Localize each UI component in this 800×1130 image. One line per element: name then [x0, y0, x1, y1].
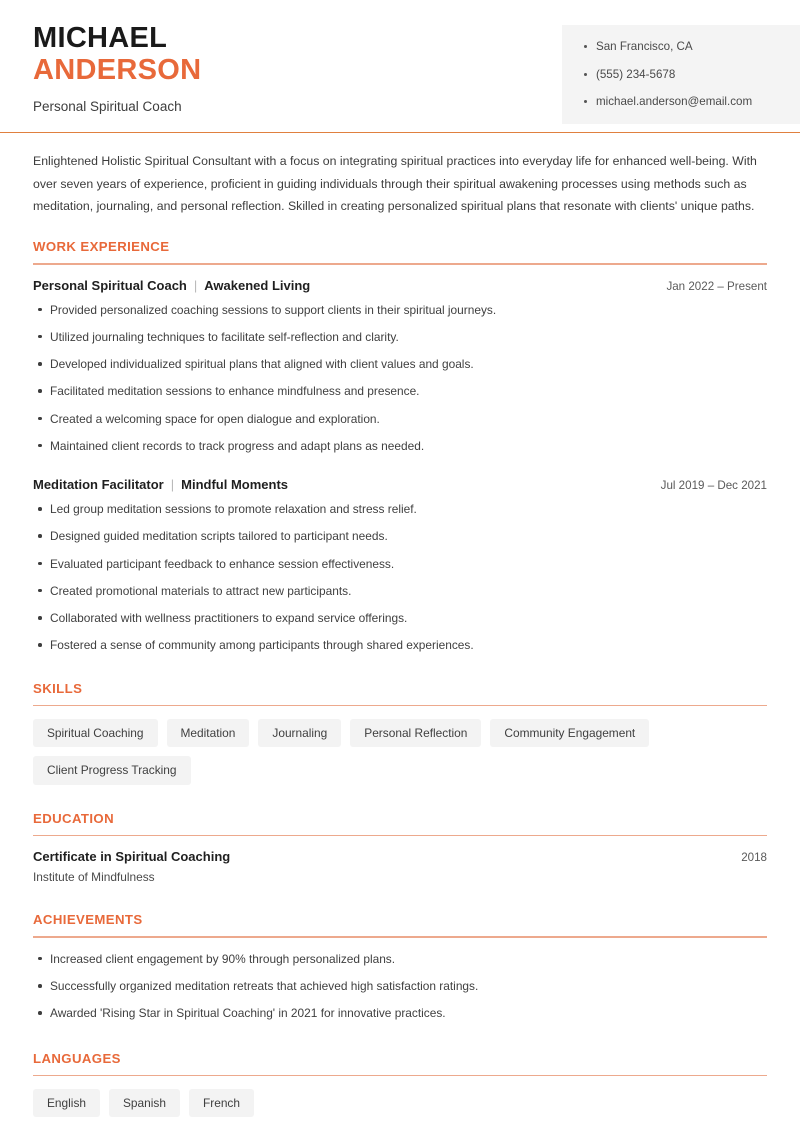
language-chip: English	[33, 1089, 100, 1117]
work-entry-header	[33, 278, 767, 293]
education-entry-header	[33, 849, 767, 864]
work-entry-company: Mindful Moments	[181, 477, 289, 493]
bullet-item: Utilized journaling techniques to facilitate self-reflection and clarity.	[33, 329, 767, 346]
section-skills	[33, 681, 767, 785]
bullet-item: Created a welcoming space for open dialogue and exploration.	[33, 411, 767, 428]
work-entry-title	[33, 278, 310, 293]
skill-chip: Spiritual Coaching	[33, 719, 158, 747]
contact-list	[584, 39, 800, 110]
bullet-item: Fostered a sense of community among participants through shared experiences.	[33, 637, 767, 654]
work-entry-role: Personal Spiritual Coach	[33, 277, 187, 293]
resume-content	[0, 150, 800, 1117]
skill-chip: Personal Reflection	[350, 719, 481, 747]
education-year: 2018	[741, 851, 767, 865]
work-entry-date: Jul 2019 – Dec 2021	[660, 479, 767, 493]
work-entry-bullets	[33, 302, 767, 456]
contact-card	[562, 25, 800, 124]
section-title-skills: SKILLS	[33, 680, 83, 696]
education-entry	[33, 849, 767, 884]
work-entry-role: Meditation Facilitator	[33, 477, 164, 493]
bullet-item: Created promotional materials to attract new participants.	[33, 583, 767, 600]
first-name: MICHAEL	[33, 22, 168, 54]
work-entry-title	[33, 477, 288, 492]
section-rule	[33, 263, 767, 265]
section-education	[33, 811, 767, 885]
work-entry-company: Awakened Living	[204, 277, 311, 293]
section-work-experience	[33, 239, 767, 655]
professional-summary: Enlightened Holistic Spiritual Consultant with a focus on integrating spiritual practices into everyday life for enhanced well-being. With over seven years of experience, proficient in guiding individuals through their spiritual awakening processes using methods such as meditation, journaling, and personal reflection. Skilled in creating personalized spiritual plans that resonate with clients' unique paths.	[33, 154, 757, 214]
header-job-title: Personal Spiritual Coach	[33, 98, 182, 114]
contact-item-location: San Francisco, CA	[584, 39, 800, 55]
section-title-work-experience: WORK EXPERIENCE	[33, 239, 170, 255]
title-separator: |	[193, 277, 198, 293]
section-title-achievements: ACHIEVEMENTS	[33, 912, 143, 928]
bullet-item: Led group meditation sessions to promote relaxation and stress relief.	[33, 501, 767, 518]
skill-chip: Client Progress Tracking	[33, 756, 191, 784]
bullet-item: Provided personalized coaching sessions to support clients in their spiritual journeys.	[33, 302, 767, 319]
contact-item-phone[interactable]: (555) 234-5678	[584, 67, 800, 83]
section-rule	[33, 705, 767, 707]
skills-chip-list	[33, 719, 767, 785]
education-degree: Certificate in Spiritual Coaching	[33, 849, 231, 865]
work-entry-bullets	[33, 501, 767, 655]
languages-chip-list	[33, 1089, 767, 1117]
bullet-item: Maintained client records to track progress and adapt plans as needed.	[33, 438, 767, 455]
bullet-item: Increased client engagement by 90% through personalized plans.	[33, 951, 767, 968]
section-rule	[33, 835, 767, 837]
bullet-item: Developed individualized spiritual plans that aligned with client values and goals.	[33, 356, 767, 373]
bullet-item: Collaborated with wellness practitioners to expand service offerings.	[33, 610, 767, 627]
work-entry	[33, 278, 767, 456]
section-title-languages: LANGUAGES	[33, 1050, 121, 1066]
bullet-item: Designed guided meditation scripts tailored to participant needs.	[33, 528, 767, 545]
work-entry-date: Jan 2022 – Present	[666, 279, 767, 293]
work-entry-header	[33, 477, 767, 492]
bullet-item: Facilitated meditation sessions to enhance mindfulness and presence.	[33, 383, 767, 400]
bullet-item: Evaluated participant feedback to enhance session effectiveness.	[33, 556, 767, 573]
identity-block	[0, 0, 201, 114]
language-chip: Spanish	[109, 1089, 180, 1117]
last-name: ANDERSON	[33, 54, 202, 87]
title-separator: |	[170, 477, 175, 493]
language-chip: French	[189, 1089, 254, 1117]
header-divider	[0, 132, 800, 134]
skill-chip: Community Engagement	[490, 719, 649, 747]
skill-chip: Meditation	[167, 719, 250, 747]
work-entry	[33, 477, 767, 655]
bullet-item: Awarded 'Rising Star in Spiritual Coaching' in 2021 for innovative practices.	[33, 1005, 767, 1022]
section-languages	[33, 1051, 767, 1118]
resume-header	[0, 0, 800, 133]
achievements-list	[33, 951, 767, 1023]
section-achievements	[33, 912, 767, 1022]
section-title-education: EDUCATION	[33, 810, 115, 826]
section-rule	[33, 1075, 767, 1077]
section-rule	[33, 936, 767, 938]
contact-item-email[interactable]: michael.anderson@email.com	[584, 94, 800, 110]
bullet-item: Successfully organized meditation retreats that achieved high satisfaction ratings.	[33, 978, 767, 995]
skill-chip: Journaling	[258, 719, 341, 747]
education-school: Institute of Mindfulness	[33, 870, 155, 885]
